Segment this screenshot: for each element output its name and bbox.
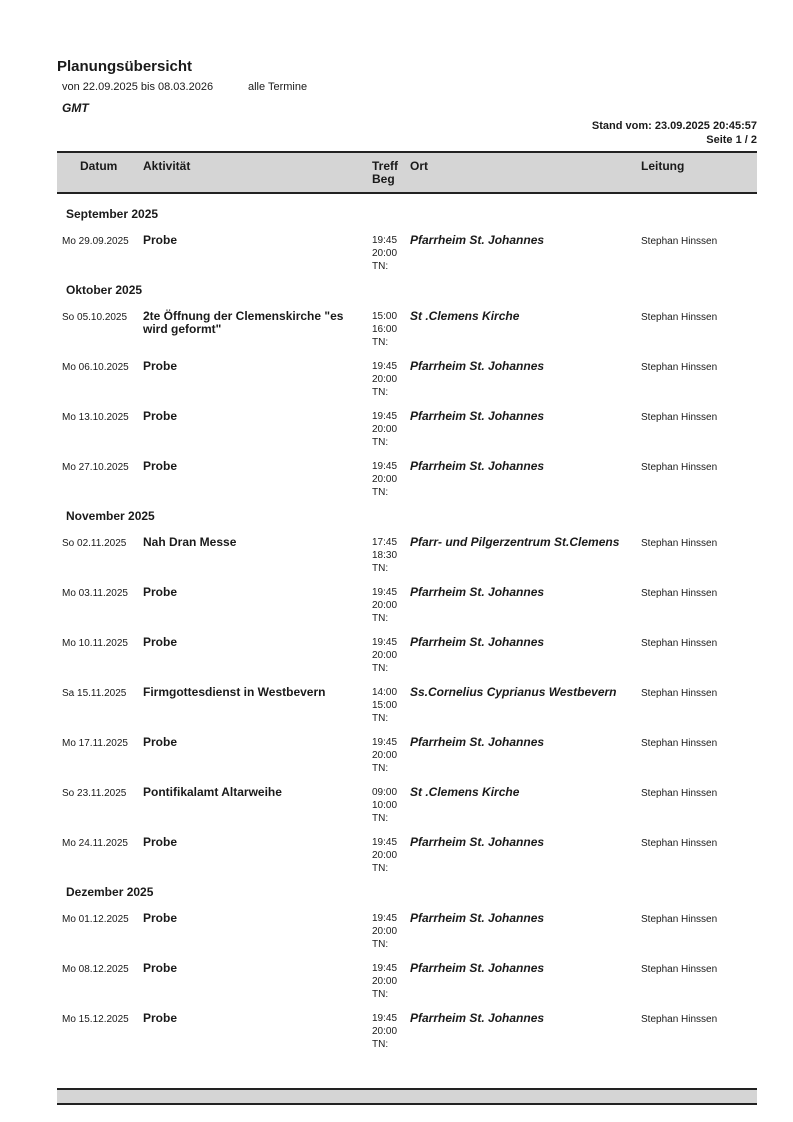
event-times — [372, 636, 410, 675]
event-activity: Probe — [143, 585, 178, 599]
event-row — [57, 736, 757, 775]
event-times — [372, 786, 410, 825]
event-leader: Stephan Hinssen — [641, 838, 718, 849]
event-leader: Stephan Hinssen — [641, 538, 718, 549]
filter-label: alle Termine — [248, 81, 308, 93]
event-treff-time: 19:45 — [372, 411, 398, 422]
event-location: St .Clemens Kirche — [410, 309, 520, 323]
month-heading: September 2025 — [66, 207, 159, 221]
event-location: Pfarrheim St. Johannes — [410, 735, 545, 749]
event-treff-time: 09:00 — [372, 787, 398, 798]
event-activity: Firmgottesdienst in Westbevern — [143, 685, 326, 699]
table-body — [57, 194, 757, 1051]
column-header-leitung: Leitung — [641, 159, 685, 173]
event-leader: Stephan Hinssen — [641, 1014, 718, 1025]
event-tn-label: TN: — [372, 939, 389, 950]
event-date: Mo 24.11.2025 — [62, 838, 128, 849]
event-date: Mo 15.12.2025 — [62, 1014, 129, 1025]
event-tn-label: TN: — [372, 487, 389, 498]
event-activity: Pontifikalamt Altarweihe — [143, 785, 282, 799]
event-beg-time: 20:00 — [372, 750, 398, 761]
event-times — [372, 586, 410, 625]
column-header-treff-beg — [372, 160, 410, 186]
event-activity: Nah Dran Messe — [143, 535, 237, 549]
event-date: Mo 03.11.2025 — [62, 588, 128, 599]
event-leader: Stephan Hinssen — [641, 914, 718, 925]
event-tn-label: TN: — [372, 863, 389, 874]
column-header-datum: Datum — [80, 159, 118, 173]
event-treff-time: 19:45 — [372, 1013, 398, 1024]
event-treff-time: 19:45 — [372, 361, 398, 372]
event-activity: Probe — [143, 1011, 178, 1025]
event-tn-label: TN: — [372, 437, 389, 448]
event-location: Pfarrheim St. Johannes — [410, 1011, 545, 1025]
event-tn-label: TN: — [372, 813, 389, 824]
event-location: Pfarrheim St. Johannes — [410, 409, 545, 423]
event-times — [372, 912, 410, 951]
event-leader: Stephan Hinssen — [641, 688, 718, 699]
event-times — [372, 310, 410, 349]
event-beg-time: 20:00 — [372, 650, 398, 661]
event-beg-time: 20:00 — [372, 1026, 398, 1037]
event-location: Pfarrheim St. Johannes — [410, 585, 545, 599]
event-row — [57, 786, 757, 825]
event-row — [57, 536, 757, 575]
event-row — [57, 962, 757, 1001]
event-row — [57, 234, 757, 273]
table-header-row — [57, 151, 757, 194]
event-row — [57, 686, 757, 725]
event-leader: Stephan Hinssen — [641, 638, 718, 649]
event-treff-time: 19:45 — [372, 737, 398, 748]
event-treff-time: 19:45 — [372, 963, 398, 974]
page-footer-band — [57, 1088, 757, 1105]
month-heading: Oktober 2025 — [66, 283, 143, 297]
event-row — [57, 1012, 757, 1051]
event-tn-label: TN: — [372, 337, 389, 348]
event-row — [57, 360, 757, 399]
event-leader: Stephan Hinssen — [641, 412, 718, 423]
event-times — [372, 736, 410, 775]
schedule-table — [57, 151, 757, 1062]
event-date: Mo 29.09.2025 — [62, 236, 129, 247]
event-row — [57, 410, 757, 449]
event-beg-time: 20:00 — [372, 926, 398, 937]
event-leader: Stephan Hinssen — [641, 236, 718, 247]
event-tn-label: TN: — [372, 613, 389, 624]
event-location: Ss.Cornelius Cyprianus Westbevern — [410, 685, 617, 699]
event-treff-time: 19:45 — [372, 235, 398, 246]
event-times — [372, 410, 410, 449]
event-date: So 05.10.2025 — [62, 312, 128, 323]
event-leader: Stephan Hinssen — [641, 588, 718, 599]
event-times — [372, 962, 410, 1001]
event-row — [57, 836, 757, 875]
event-date: Mo 17.11.2025 — [62, 738, 128, 749]
event-beg-time: 20:00 — [372, 248, 398, 259]
event-row — [57, 460, 757, 499]
event-times — [372, 234, 410, 273]
event-treff-time: 19:45 — [372, 461, 398, 472]
event-row — [57, 636, 757, 675]
event-location: Pfarrheim St. Johannes — [410, 359, 545, 373]
event-leader: Stephan Hinssen — [641, 312, 718, 323]
event-activity: 2te Öffnung der Clemenskirche "es wird geformt" — [143, 309, 344, 336]
event-beg-time: 18:30 — [372, 550, 398, 561]
event-activity: Probe — [143, 409, 178, 423]
event-beg-time: 20:00 — [372, 374, 398, 385]
page-title: Planungsübersicht — [57, 58, 193, 75]
event-treff-time: 19:45 — [372, 913, 398, 924]
event-beg-time: 20:00 — [372, 976, 398, 987]
event-beg-time: 15:00 — [372, 700, 398, 711]
event-location: Pfarr- und Pilgerzentrum St.Clemens — [410, 535, 620, 549]
event-activity: Probe — [143, 961, 178, 975]
event-tn-label: TN: — [372, 387, 389, 398]
page-number: Seite 1 / 2 — [706, 134, 757, 146]
event-times — [372, 536, 410, 575]
column-header-ort: Ort — [410, 159, 428, 173]
date-range: von 22.09.2025 bis 08.03.2026 — [62, 81, 214, 93]
event-activity: Probe — [143, 835, 178, 849]
stand-vom-timestamp: Stand vom: 23.09.2025 20:45:57 — [591, 120, 757, 132]
month-heading: Dezember 2025 — [66, 885, 154, 899]
event-location: Pfarrheim St. Johannes — [410, 835, 545, 849]
event-tn-label: TN: — [372, 261, 389, 272]
column-header-treff: Treff — [372, 159, 399, 173]
event-row — [57, 912, 757, 951]
event-treff-time: 14:00 — [372, 687, 398, 698]
event-activity: Probe — [143, 233, 178, 247]
event-date: Mo 08.12.2025 — [62, 964, 129, 975]
event-treff-time: 19:45 — [372, 587, 398, 598]
event-beg-time: 20:00 — [372, 424, 398, 435]
event-activity: Probe — [143, 635, 178, 649]
event-date: Mo 27.10.2025 — [62, 462, 129, 473]
event-beg-time: 20:00 — [372, 850, 398, 861]
event-leader: Stephan Hinssen — [641, 362, 718, 373]
event-treff-time: 17:45 — [372, 537, 398, 548]
timezone-label: GMT — [62, 101, 89, 115]
event-times — [372, 460, 410, 499]
event-row — [57, 310, 757, 349]
event-date: Mo 10.11.2025 — [62, 638, 128, 649]
event-location: St .Clemens Kirche — [410, 785, 520, 799]
column-header-beg: Beg — [372, 172, 395, 186]
event-tn-label: TN: — [372, 563, 389, 574]
column-header-aktivitaet: Aktivität — [143, 159, 191, 173]
event-location: Pfarrheim St. Johannes — [410, 459, 545, 473]
event-times — [372, 1012, 410, 1051]
event-location: Pfarrheim St. Johannes — [410, 233, 545, 247]
event-beg-time: 16:00 — [372, 324, 398, 335]
event-treff-time: 19:45 — [372, 637, 398, 648]
event-leader: Stephan Hinssen — [641, 788, 718, 799]
event-row — [57, 586, 757, 625]
event-location: Pfarrheim St. Johannes — [410, 961, 545, 975]
event-times — [372, 836, 410, 875]
event-activity: Probe — [143, 359, 178, 373]
event-date: Mo 06.10.2025 — [62, 362, 129, 373]
event-treff-time: 19:45 — [372, 837, 398, 848]
event-activity: Probe — [143, 735, 178, 749]
event-tn-label: TN: — [372, 713, 389, 724]
event-location: Pfarrheim St. Johannes — [410, 635, 545, 649]
event-date: Mo 13.10.2025 — [62, 412, 129, 423]
event-tn-label: TN: — [372, 1039, 389, 1050]
event-beg-time: 10:00 — [372, 800, 398, 811]
event-times — [372, 686, 410, 725]
event-beg-time: 20:00 — [372, 600, 398, 611]
event-tn-label: TN: — [372, 763, 389, 774]
event-leader: Stephan Hinssen — [641, 462, 718, 473]
event-location: Pfarrheim St. Johannes — [410, 911, 545, 925]
event-date: Mo 01.12.2025 — [62, 914, 129, 925]
event-tn-label: TN: — [372, 663, 389, 674]
event-activity: Probe — [143, 459, 178, 473]
event-date: So 02.11.2025 — [62, 538, 127, 549]
event-date: So 23.11.2025 — [62, 788, 127, 799]
event-times — [372, 360, 410, 399]
event-leader: Stephan Hinssen — [641, 964, 718, 975]
event-activity: Probe — [143, 911, 178, 925]
event-date: Sa 15.11.2025 — [62, 688, 127, 699]
event-treff-time: 15:00 — [372, 311, 398, 322]
event-beg-time: 20:00 — [372, 474, 398, 485]
event-tn-label: TN: — [372, 989, 389, 1000]
month-heading: November 2025 — [66, 509, 155, 523]
event-leader: Stephan Hinssen — [641, 738, 718, 749]
